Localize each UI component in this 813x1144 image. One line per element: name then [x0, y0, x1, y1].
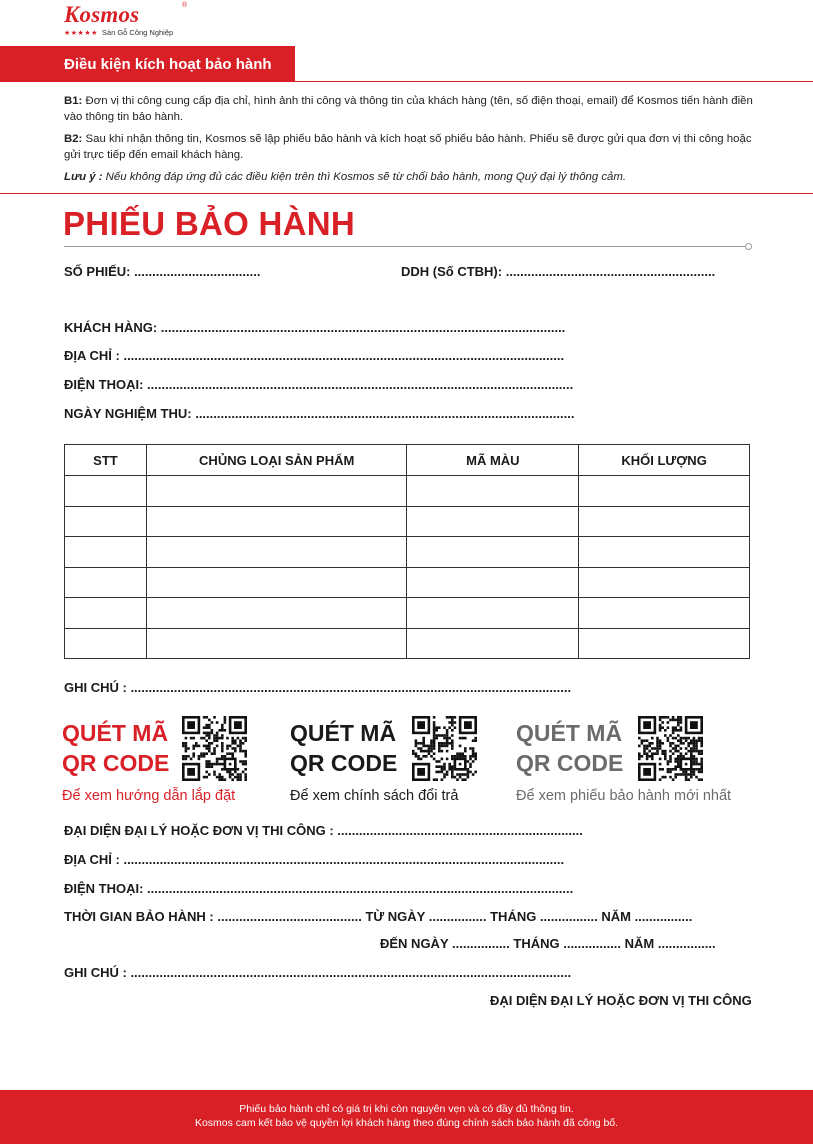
step-b1: [64, 94, 754, 125]
logo-tagline-row: [64, 28, 173, 37]
signature-label: ĐẠI DIỆN ĐẠI LÝ HOẶC ĐƠN VỊ THI CÔNG: [490, 993, 752, 1008]
table-cell: [65, 476, 147, 507]
note-text: Nếu không đáp ứng đủ các điều kiện trên thì Kosmos sẽ từ chối bảo hành, mong Quý đại lý thông cảm.: [102, 171, 627, 183]
table-cell: [65, 537, 147, 568]
field-dealer-dia-chi: ĐỊA CHỈ : ..........................................................................................................................: [64, 852, 565, 867]
table-cell: [146, 476, 407, 507]
footer: [0, 1090, 813, 1144]
qr-code-icon[interactable]: [182, 716, 247, 781]
field-dealer-dien-thoai: ĐIỆN THOẠI: ......................................................................................................................: [64, 881, 574, 896]
qr-caption: Để xem hướng dẫn lắp đặt: [62, 788, 236, 804]
qr-heading-line1: QUÉT MÃ: [62, 720, 169, 746]
table-row: [65, 567, 750, 598]
page-title: PHIẾU BẢO HÀNH: [63, 205, 356, 242]
step-b2-label: B2:: [64, 133, 83, 145]
table-cell: [579, 598, 750, 629]
table-cell: [65, 628, 147, 659]
table-cell: [146, 567, 407, 598]
header-stt: STT: [65, 445, 147, 476]
table-row: [65, 628, 750, 659]
qr-block-return-policy: [290, 716, 505, 811]
qr-heading: [516, 718, 623, 778]
step-b1-text: Đơn vị thi công cung cấp địa chỉ, hình ảnh thi công và thông tin của khách hàng (tên, số điện thoại, email) để Kosmos tiến hành điền vào thông tin bảo hành.: [64, 95, 753, 123]
footer-line-2: Kosmos cam kết bảo vệ quyền lợi khách hàng theo đúng chính sách bảo hành đã công bố.: [194, 1117, 619, 1129]
star-icon: ★★★★★: [64, 30, 98, 37]
table-cell: [146, 537, 407, 568]
step-b1-label: B1:: [64, 95, 83, 107]
table-cell: [407, 537, 579, 568]
kosmos-logo: [64, 2, 188, 37]
section-divider: [0, 193, 813, 194]
step-b2: [64, 132, 754, 163]
table-row: [65, 476, 750, 507]
footer-line-1: Phiếu bảo hành chỉ có giá trị khi còn nguyên vẹn và có đầy đủ thông tin.: [239, 1103, 574, 1115]
qr-heading-line2: QR CODE: [516, 750, 624, 776]
qr-caption: Để xem chính sách đổi trả: [290, 788, 459, 804]
activation-title: Điều kiện kích hoạt bảo hành: [64, 56, 272, 73]
table-cell: [407, 598, 579, 629]
logo-wordmark: Kosmos: [64, 2, 140, 27]
header-ma-mau: MÃ MÀU: [407, 445, 579, 476]
table-cell: [407, 506, 579, 537]
qr-block-latest-warranty: [516, 716, 731, 811]
table-cell: [407, 628, 579, 659]
logo-tagline: Sàn Gỗ Công Nghiệp: [101, 28, 174, 37]
table-cell: [65, 598, 147, 629]
field-ddh: DDH (Số CTBH): ..........................................................: [401, 264, 716, 279]
registered-mark: ®: [182, 2, 188, 9]
qr-caption: Để xem phiếu bảo hành mới nhất: [516, 788, 732, 804]
table-cell: [579, 476, 750, 507]
field-so-phieu: SỐ PHIẾU: ...................................: [64, 264, 261, 279]
field-khach-hang: KHÁCH HÀNG: ................................................................................................................: [64, 320, 566, 335]
table-body: [65, 476, 750, 659]
table-cell: [579, 628, 750, 659]
qr-block-installation: [62, 716, 277, 811]
qr-heading-line2: QR CODE: [62, 750, 170, 776]
table-row: [65, 506, 750, 537]
field-dealer-ghi-chu: GHI CHÚ : ..........................................................................................................................: [64, 965, 572, 980]
note-label: Lưu ý :: [64, 171, 103, 183]
table-row: [65, 537, 750, 568]
header-khoi-luong: KHỐI LƯỢNG: [579, 445, 750, 476]
title-underline: [64, 246, 750, 247]
field-thoi-gian-bao-hanh: THỜI GIAN BẢO HÀNH : ........................................ TỪ NGÀY ................ THÁNG ................ NĂM ................: [64, 909, 693, 924]
banner-divider: [0, 81, 813, 82]
activation-banner: [0, 46, 295, 82]
qr-heading-line1: QUÉT MÃ: [290, 720, 397, 746]
table-cell: [579, 537, 750, 568]
table-cell: [146, 598, 407, 629]
table-cell: [579, 506, 750, 537]
header-chung-loai: CHỦNG LOẠI SẢN PHẨM: [146, 445, 407, 476]
table-cell: [407, 476, 579, 507]
qr-heading: [290, 718, 397, 778]
field-den-ngay: ĐẾN NGÀY ................ THÁNG ................ NĂM ................: [380, 936, 716, 951]
product-table: [64, 444, 750, 659]
activation-instructions: [64, 94, 754, 193]
qr-heading-line1: QUÉT MÃ: [516, 720, 623, 746]
qr-heading: [62, 718, 169, 778]
table-cell: [146, 628, 407, 659]
title-underline-end: [745, 243, 752, 250]
note: [64, 170, 754, 186]
table-cell: [579, 567, 750, 598]
table-cell: [65, 567, 147, 598]
qr-code-icon[interactable]: [638, 716, 703, 781]
qr-heading-line2: QR CODE: [290, 750, 398, 776]
table-cell: [146, 506, 407, 537]
qr-code-icon[interactable]: [412, 716, 477, 781]
field-ngay-nghiem-thu: NGÀY NGHIỆM THU: .........................................................................................................: [64, 406, 575, 421]
table-header-row: [65, 445, 750, 476]
field-dia-chi: ĐỊA CHỈ : ..........................................................................................................................: [64, 348, 565, 363]
step-b2-text: Sau khi nhận thông tin, Kosmos sẽ lập phiếu bảo hành và kích hoạt số phiếu bảo hành. Phiếu sẽ được gửi qua đơn vị thi công hoặc gửi trực tiếp đến email khách hàng.: [64, 133, 752, 161]
field-dien-thoai: ĐIỆN THOẠI: ......................................................................................................................: [64, 377, 574, 392]
field-ghi-chu: GHI CHÚ : ..........................................................................................................................: [64, 680, 572, 695]
table-cell: [407, 567, 579, 598]
table-row: [65, 598, 750, 629]
field-dai-dien: ĐẠI DIỆN ĐẠI LÝ HOẶC ĐƠN VỊ THI CÔNG : ....................................................................: [64, 823, 583, 838]
table-cell: [65, 506, 147, 537]
